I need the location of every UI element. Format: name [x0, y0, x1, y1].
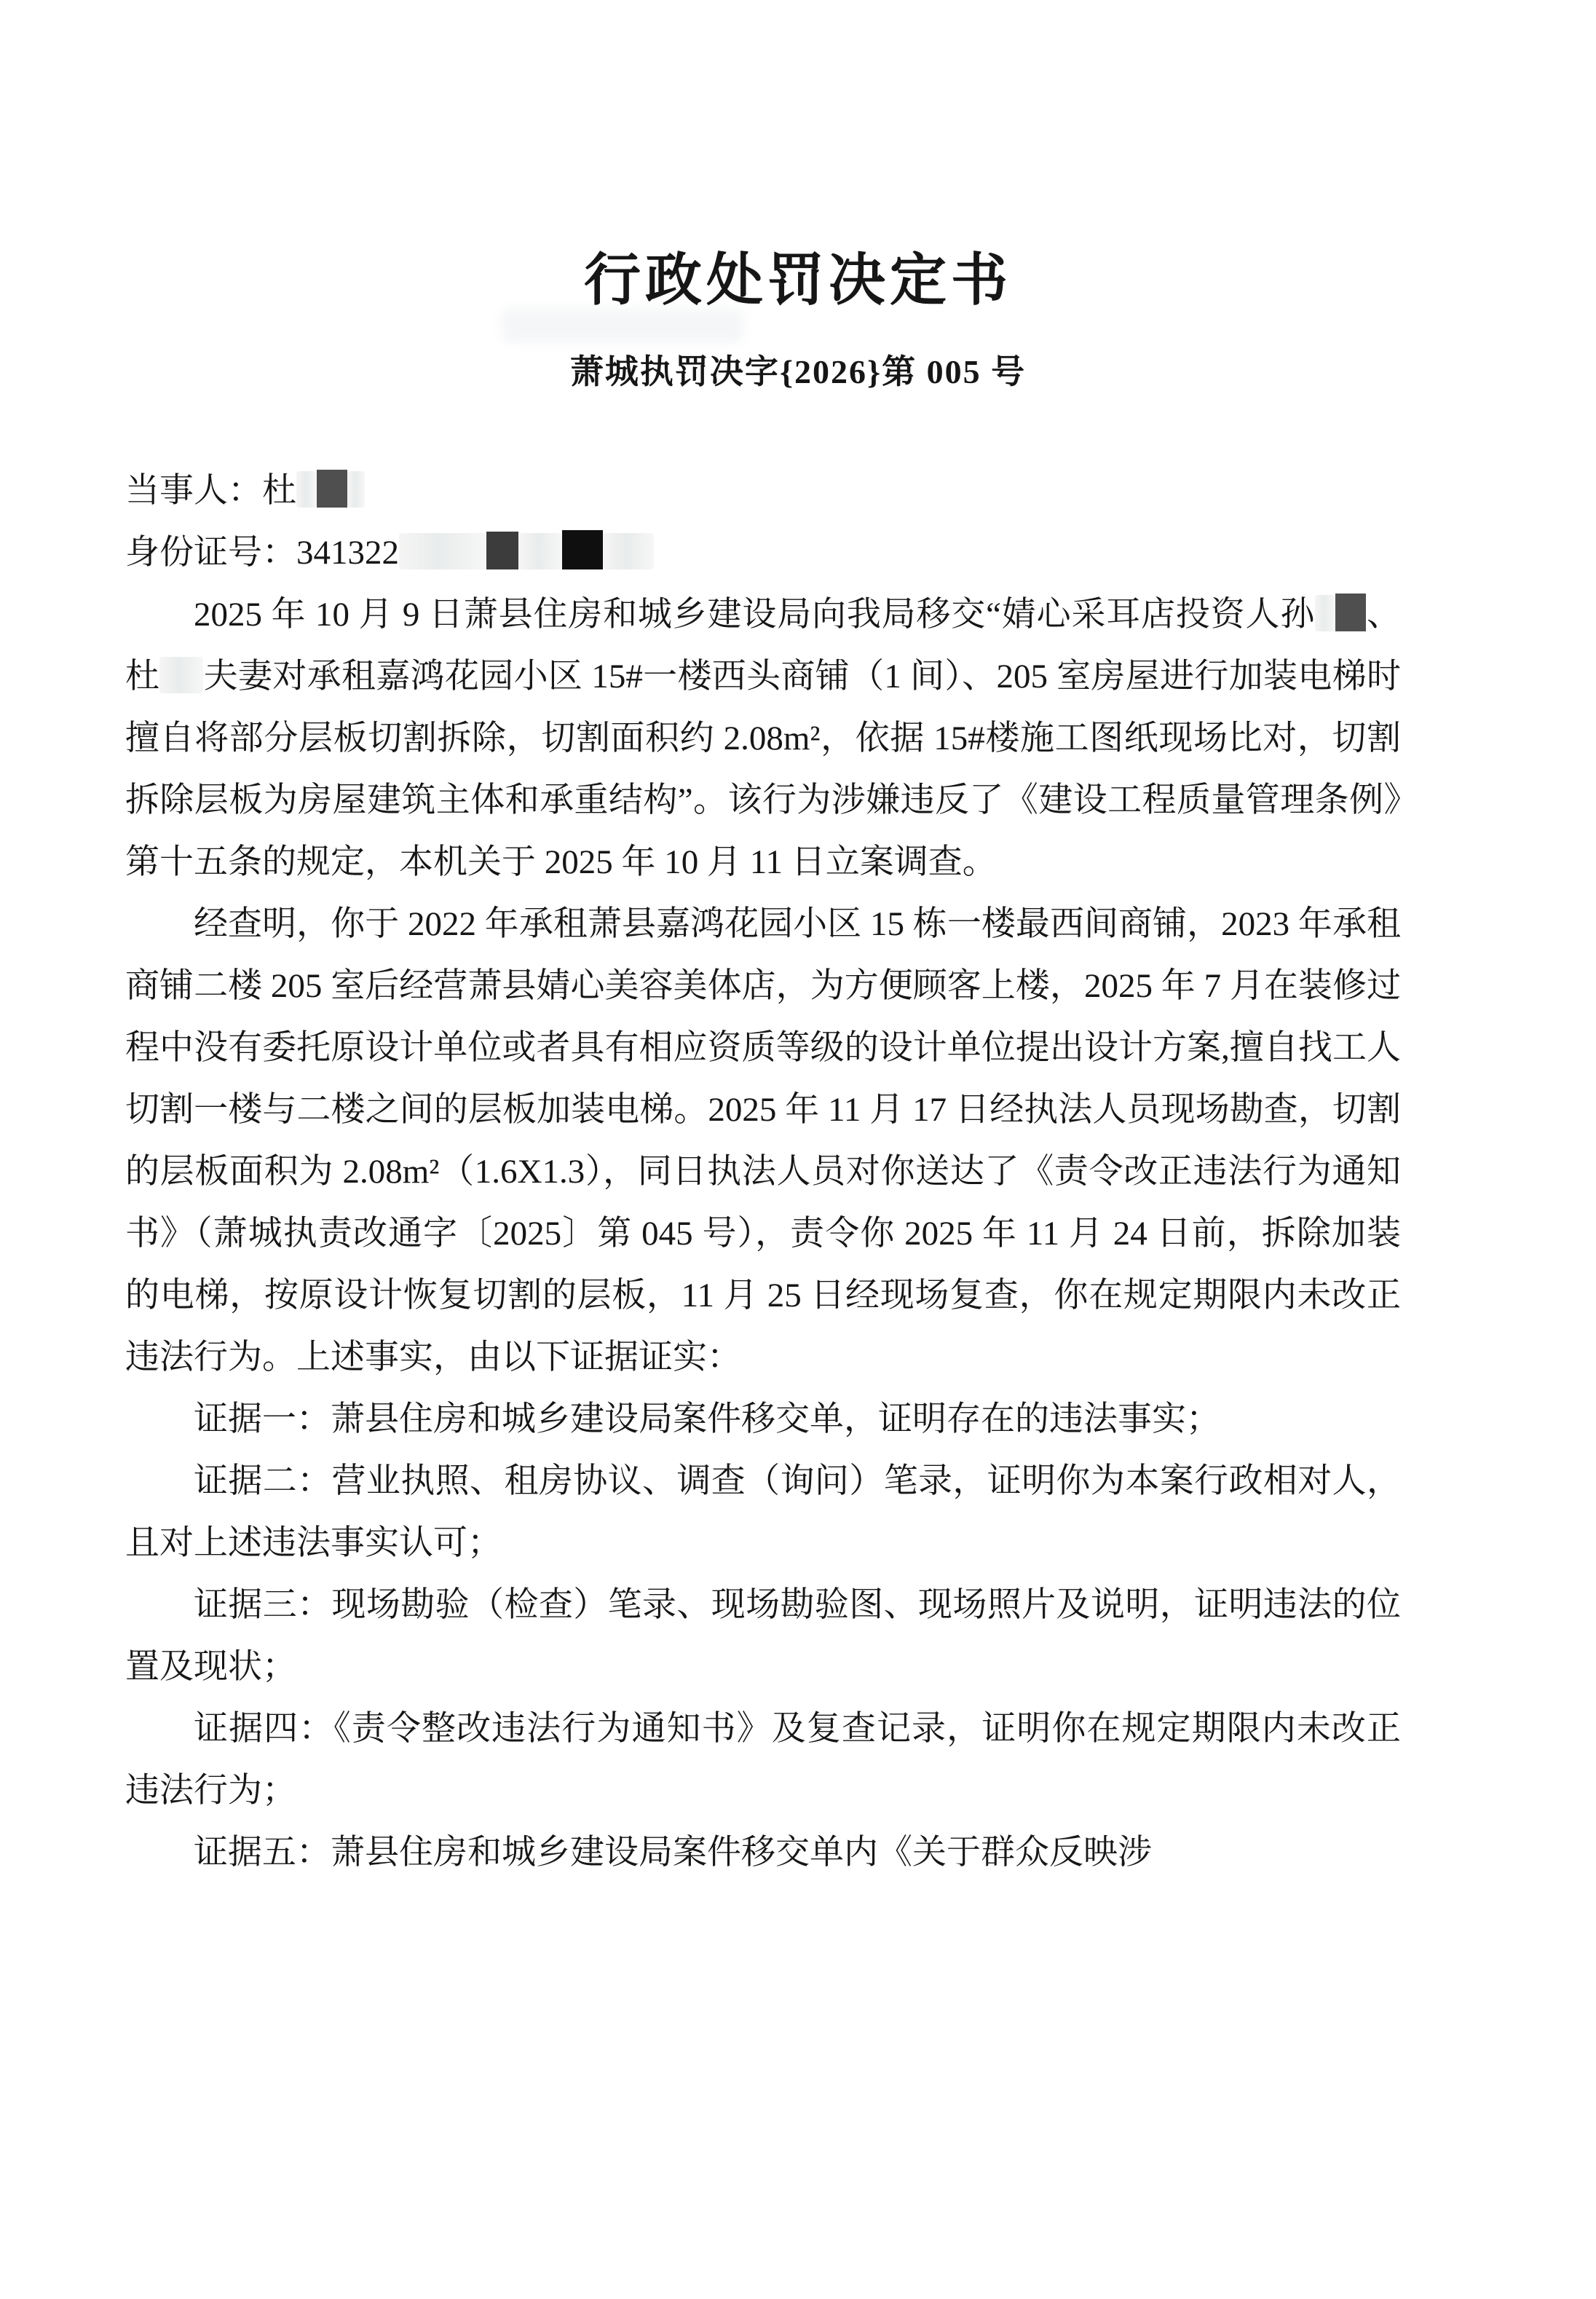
- redaction-blur: [518, 533, 562, 569]
- party-name-text: 当事人：杜: [125, 472, 296, 510]
- paragraph-2: 经查明，你于 2022 年承租萧县嘉鸿花园小区 15 栋一楼最西间商铺，2023 年承租商铺二楼 205 室后经营萧县婧心美容美体店，为方便顾客上楼，2025 年 7 月在装修过程中没有委托原设计单位或者具有相应资质等级的设计单位提出设计方案,擅自找工人切割一楼与二楼之间的层板加装电梯。2025 年 11 月 17 日经执法人员现场勘查，切割的层板面积为 2.08m²（1.6X1.3），同日执法人员对你送达了《责令改正违法行为通知书》（萧城执责改通字〔2025〕第 045 号），责令你 2025 年 11 月 24 日前，拆除加装的电梯，按原设计恢复切割的层板，11 月 25 日经现场复查，你在规定期限内未改正违法行为。上述事实，由以下证据证实：: [125, 905, 1401, 1376]
- evidence-item-5: 证据五：萧县住房和城乡建设局案件移交单内《关于群众反映涉: [194, 1834, 1152, 1872]
- redaction-blur: [296, 471, 317, 508]
- redaction-block: [562, 530, 603, 569]
- redaction-blur: [1315, 595, 1335, 631]
- paragraph-1-text-a: 2025 年 10 月 9 日萧县住房和城乡建设局向我局移交“婧心采耳店投资人孙: [194, 596, 1316, 634]
- redaction-blur: [399, 533, 486, 569]
- document-number: 萧城执罚决字{2026}第 005 号: [569, 353, 1027, 390]
- redaction-block: [1335, 594, 1366, 631]
- paragraph-1-text-b: 、杜: [125, 596, 1402, 695]
- evidence-item-1: 证据一：萧县住房和城乡建设局案件移交单，证明存在的违法事实；: [194, 1400, 1220, 1438]
- paragraph-1: [125, 584, 1401, 894]
- paragraph-1-text-c: 夫妻对承租嘉鸿花园小区 15#一楼西头商铺（1 间）、205 室房屋进行加装电梯时擅自将部分层板切割拆除，切割面积约 2.08m²，依据 15#楼施工图纸现场比对，切割拆除层板为房屋建筑主体和承重结构”。该行为涉嫌违反了《建设工程质量管理条例》第十五条的规定，本机关于 2025 年 10 月 11 日立案调查。: [125, 658, 1401, 881]
- evidence-item-3: 证据三：现场勘验（检查）笔录、现场勘验图、现场照片及说明，证明违法的位置及现状；: [125, 1586, 1401, 1686]
- evidence-item-4: 证据四：《责令整改违法行为通知书》及复查记录，证明你在规定期限内未改正违法行为；: [125, 1710, 1401, 1810]
- party-name-line: [125, 460, 1401, 522]
- redaction-blur: [603, 533, 654, 569]
- redaction-block: [486, 532, 518, 569]
- document-title: 行政处罚决定书: [583, 248, 1012, 312]
- evidence-item-2: 证据二：营业执照、租房协议、调查（询问）笔录，证明你为本案行政相对人，且对上述违法事实认可；: [125, 1462, 1401, 1562]
- party-id-text: 身份证号：341322: [125, 534, 399, 572]
- redaction-blur: [347, 471, 365, 508]
- party-id-line: [125, 522, 1401, 584]
- redaction-block: [317, 470, 347, 508]
- document-body: [125, 460, 1401, 1884]
- redaction-blur: [159, 657, 203, 693]
